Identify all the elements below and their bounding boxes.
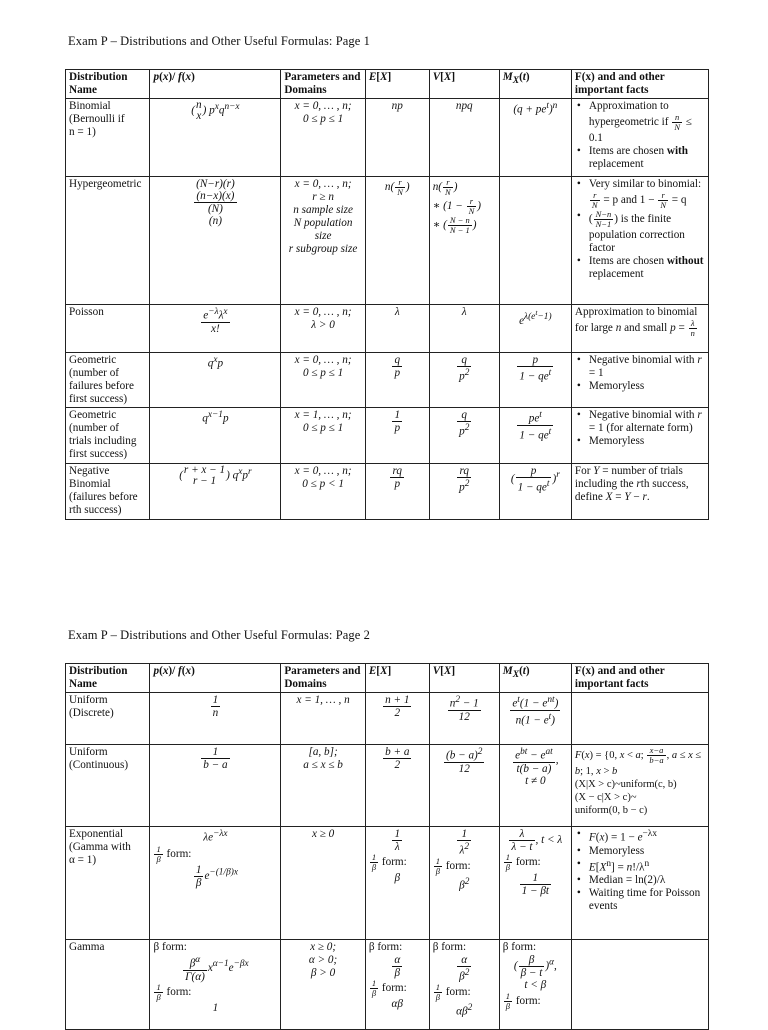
mgf-value: $\frac{pe^t}{1 - qe^t}$ (499, 408, 571, 464)
fact-item: • Very similar to binomial: $\frac{r}{N}$ = p and 1 − $\frac{r}{N}$ = q (589, 178, 705, 210)
distribution-name: Poisson (66, 305, 150, 353)
param-line: r ≥ n (312, 191, 334, 203)
important-facts (571, 940, 708, 1030)
param-line: x = 0, … , n; (294, 465, 352, 477)
parameters (281, 99, 365, 177)
distribution-name: Hypergeometric (66, 177, 150, 305)
name-line: (Gamma with (69, 841, 131, 853)
form-label: β form: (153, 941, 187, 953)
parameters (281, 408, 365, 464)
row-negative-binomial (66, 464, 709, 520)
cdf-piecewise: F(x) = {0, x < a; $\frac{x-a}{b-a}$ , a ≤ x ≤ b; 1, x > b (574, 745, 702, 777)
pmf-formula: $q^xp$ (150, 353, 281, 408)
row-geometric-failures (66, 353, 709, 408)
variance-value: $\frac{q}{p^2}$ (429, 408, 499, 464)
page-2-title: Exam P – Distributions and Other Useful Formulas: Page 2 (68, 628, 370, 642)
parameters: x = 1, … , n (281, 693, 365, 745)
fact-item: • Memoryless (589, 435, 705, 448)
param-line: 0 ≤ p ≤ 1 (302, 422, 344, 434)
pmf-formula: β form: $\frac{\beta^\alpha}{\Gamma(\alpha)}$ $x^{\alpha-1}e^{-\beta x}$ $\frac{1}{\beta}$ form: 1 (150, 940, 281, 1030)
variance-value: λ (429, 305, 499, 353)
pmf-formula: $\lambda e^{-\lambda x}$ $\frac{1}{\beta}$ form: $\frac{1}{\beta}$ $e^{-(1/\beta)x}$ (150, 827, 281, 940)
fact-item: • Approximation to hypergeometric if $\frac{n}{N}$ ≤ 0.1 (589, 100, 705, 145)
name-line: (failures before (69, 491, 138, 503)
name-line: (number of (69, 422, 120, 434)
fact-line: (X|X > c)~uniform(c, b) (574, 779, 677, 790)
header-mgf: $M_X(t)$ (499, 664, 571, 693)
header-mean: E[X] (365, 664, 429, 693)
header-pmf: p(x)/ f(x) (150, 70, 281, 99)
mgf-value: $\frac{e^{bt} - e^{at}}{t(b - a)}$ , t ≠ 0 (499, 745, 571, 827)
mean-value: np (365, 99, 429, 177)
mgf-value: β form: ( $\frac{\beta}{\beta - t}$ )$^\alpha$, t < β $\frac{1}{\beta}$ form: (499, 940, 571, 1030)
header-distribution-name: Distribution Name (66, 70, 150, 99)
name-line: Exponential (69, 828, 124, 840)
row-poisson (66, 305, 709, 353)
variance-value: $\frac{1}{\lambda^2}$ $\frac{1}{\beta}$ form: $\beta^2$ (429, 827, 499, 940)
name-line: Uniform (69, 746, 108, 758)
mean-value: $\frac{b + a}{2}$ (365, 745, 429, 827)
mean-value: n( $\frac{r}{N}$ ) (365, 177, 429, 305)
parameters (281, 940, 365, 1030)
param-line: a ≤ x ≤ b (303, 759, 343, 771)
name-line: Binomial (69, 478, 111, 490)
row-uniform-discrete (66, 693, 709, 745)
param-line: x = 0, … , n; (294, 178, 352, 190)
name-line: rth success) (69, 504, 122, 516)
mgf-value: $e^{\lambda(e^t-1)}$ (499, 305, 571, 353)
important-facts (571, 408, 708, 464)
header-row (66, 664, 709, 693)
name-line: α = 1) (69, 854, 97, 866)
header-variance: V[X] (429, 70, 499, 99)
parameters (281, 464, 365, 520)
name-line: Geometric (69, 354, 117, 366)
param-line: 0 ≤ p ≤ 1 (302, 113, 344, 125)
mgf-value (499, 177, 571, 305)
mean-value: λ (365, 305, 429, 353)
param-line: x = 0, … , n; (294, 354, 352, 366)
row-hypergeometric (66, 177, 709, 305)
name-line: (Bernoulli if (69, 113, 125, 125)
name-line: Negative (69, 465, 110, 477)
param-line: x = 0, … , n; (294, 306, 352, 318)
param-line: β > 0 (310, 967, 336, 979)
distribution-name (66, 693, 150, 745)
fact-item: • Memoryless (589, 380, 705, 393)
pmf-formula: ( n x ) $p^xq^{n-x}$ (150, 99, 281, 177)
variance-value: $\frac{rq}{p^2}$ (429, 464, 499, 520)
parameters (281, 177, 365, 305)
variance-value: n( $\frac{r}{N}$ ) ∗ (1 − $\frac{r}{N}$ ) ∗ ( $\frac{N - n}{N - 1}$ ) (429, 177, 499, 305)
header-variance: V[X] (429, 664, 499, 693)
pmf-formula: $\frac{1}{n}$ (150, 693, 281, 745)
header-facts: F(x) and and other important facts (571, 664, 708, 693)
fact-item: • $E[X^n] = n!/\lambda^n$ (589, 858, 705, 875)
name-line: Binomial (69, 100, 111, 112)
name-line: first success) (69, 448, 128, 460)
pmf-formula: $\frac{e^{-\lambda}\lambda^x}{x!}$ (150, 305, 281, 353)
param-line: x ≥ 0; (310, 941, 337, 953)
distribution-name (66, 464, 150, 520)
mean-value: $\frac{q}{p}$ (365, 353, 429, 408)
parameters (281, 305, 365, 353)
fact-item: • Memoryless (589, 845, 705, 858)
fact-item: • Items are chosen with replacement (589, 145, 705, 171)
row-gamma (66, 940, 709, 1030)
page-1-title: Exam P – Distributions and Other Useful Formulas: Page 1 (68, 34, 370, 48)
parameters (281, 353, 365, 408)
form-label: form: (166, 847, 192, 860)
row-binomial (66, 99, 709, 177)
param-line: 0 ≤ p < 1 (302, 478, 344, 490)
mgf-value: $\frac{p}{1 - qe^t}$ (499, 353, 571, 408)
fact-item: • Negative binomial with r = 1 (589, 354, 705, 380)
pmf-formula: ( r + x − 1 r − 1 ) $q^xp^r$ (150, 464, 281, 520)
formula-table-page-1 (65, 69, 709, 520)
important-facts (571, 693, 708, 745)
mgf-value: $\frac{\lambda}{\lambda - t}$ , t < λ $\frac{1}{\beta}$ form: $\frac{1}{1 - \beta t}$ (499, 827, 571, 940)
fact-item: • Median = ln(2)/λ (589, 874, 705, 887)
param-line: [a, b]; (308, 746, 338, 758)
pmf-formula: $q^{x-1}p$ (150, 408, 281, 464)
name-line: (Discrete) (69, 707, 114, 719)
name-line: Uniform (69, 694, 108, 706)
param-line: n sample size (293, 204, 353, 216)
mean-value: $\frac{1}{\lambda}$ $\frac{1}{\beta}$ form: β (365, 827, 429, 940)
fact-item: • Waiting time for Poisson events (589, 887, 705, 913)
row-exponential (66, 827, 709, 940)
mean-value: $\frac{1}{p}$ (365, 408, 429, 464)
important-facts (571, 745, 708, 827)
header-mgf: $M_X(t)$ (499, 70, 571, 99)
distribution-name (66, 745, 150, 827)
mgf-value: $(q + pe^t)^n$ (499, 99, 571, 177)
distribution-name (66, 353, 150, 408)
mean-value: $\frac{n + 1}{2}$ (365, 693, 429, 745)
distribution-name (66, 408, 150, 464)
fact-item: • Items are chosen without replacement (589, 255, 705, 281)
variance-value: $\frac{q}{p^2}$ (429, 353, 499, 408)
fact-item: • $F(x) = 1 - e^{-\lambda x}$ (589, 828, 705, 845)
fact-item: • Negative binomial with r = 1 (for alternate form) (589, 409, 705, 435)
variance-value: β form: $\frac{\alpha}{\beta^2}$ $\frac{1}{\beta}$ form: $\alpha\beta^2$ (429, 940, 499, 1030)
variance-value: $\frac{(b - a)^2}{12}$ (429, 745, 499, 827)
mgf-value: $\frac{e^t(1 - e^{nt})}{n(1 - e^t)}$ (499, 693, 571, 745)
parameters (281, 745, 365, 827)
formula-table-page-2 (65, 663, 709, 1030)
name-line: n = 1) (69, 126, 96, 138)
fact-item: • ( $\frac{N-n}{N-1}$ ) is the finite population correction factor (589, 210, 705, 255)
name-line: first success) (69, 393, 128, 405)
pmf-formula: (N−r)(r) (n−x)(x) (N) (n) (150, 177, 281, 305)
param-line: x = 1, … , n; (294, 409, 352, 421)
fact-line: uniform(0, b − c) (574, 805, 648, 816)
row-uniform-continuous (66, 745, 709, 827)
header-mean: E[X] (365, 70, 429, 99)
important-facts: For Y = number of trials including the rth success, define X = Y − r. (571, 464, 708, 520)
important-facts (571, 827, 708, 940)
param-line: N population size (293, 217, 353, 242)
mean-value: $\frac{rq}{p}$ (365, 464, 429, 520)
param-line: 0 ≤ p ≤ 1 (302, 367, 344, 379)
header-row (66, 70, 709, 99)
param-line: α > 0; (308, 954, 338, 966)
row-geometric-trials (66, 408, 709, 464)
name-line: trials including (69, 435, 137, 447)
name-line: (number of (69, 367, 120, 379)
important-facts: Approximation to binomial for large n and small p = $\frac{\lambda}{n}$ (571, 305, 708, 353)
name-line: (Continuous) (69, 759, 129, 771)
important-facts (571, 177, 708, 305)
important-facts (571, 353, 708, 408)
distribution-name (66, 99, 150, 177)
header-distribution-name: Distribution Name (66, 664, 150, 693)
pmf-formula: $\frac{1}{b - a}$ (150, 745, 281, 827)
variance-value: $\frac{n^2 - 1}{12}$ (429, 693, 499, 745)
header-facts: F(x) and and other important facts (571, 70, 708, 99)
fact-line: (X − c|X > c)~ (574, 792, 637, 803)
name-line: Geometric (69, 409, 117, 421)
parameters: x ≥ 0 (281, 827, 365, 940)
important-facts (571, 99, 708, 177)
param-line: λ > 0 (311, 319, 335, 331)
header-parameters: Parameters and Domains (281, 664, 365, 693)
variance-value: npq (429, 99, 499, 177)
param-line: r subgroup size (288, 243, 358, 255)
distribution-name (66, 827, 150, 940)
header-parameters: Parameters and Domains (281, 70, 365, 99)
mgf-value: ( $\frac{p}{1 - qe^t}$ )$^r$ (499, 464, 571, 520)
mean-value: β form: $\frac{\alpha}{\beta}$ $\frac{1}{\beta}$ form: αβ (365, 940, 429, 1030)
param-line: x = 0, … , n; (294, 100, 352, 112)
name-line: failures before (69, 380, 134, 392)
distribution-name: Gamma (66, 940, 150, 1030)
header-pmf: p(x)/ f(x) (150, 664, 281, 693)
